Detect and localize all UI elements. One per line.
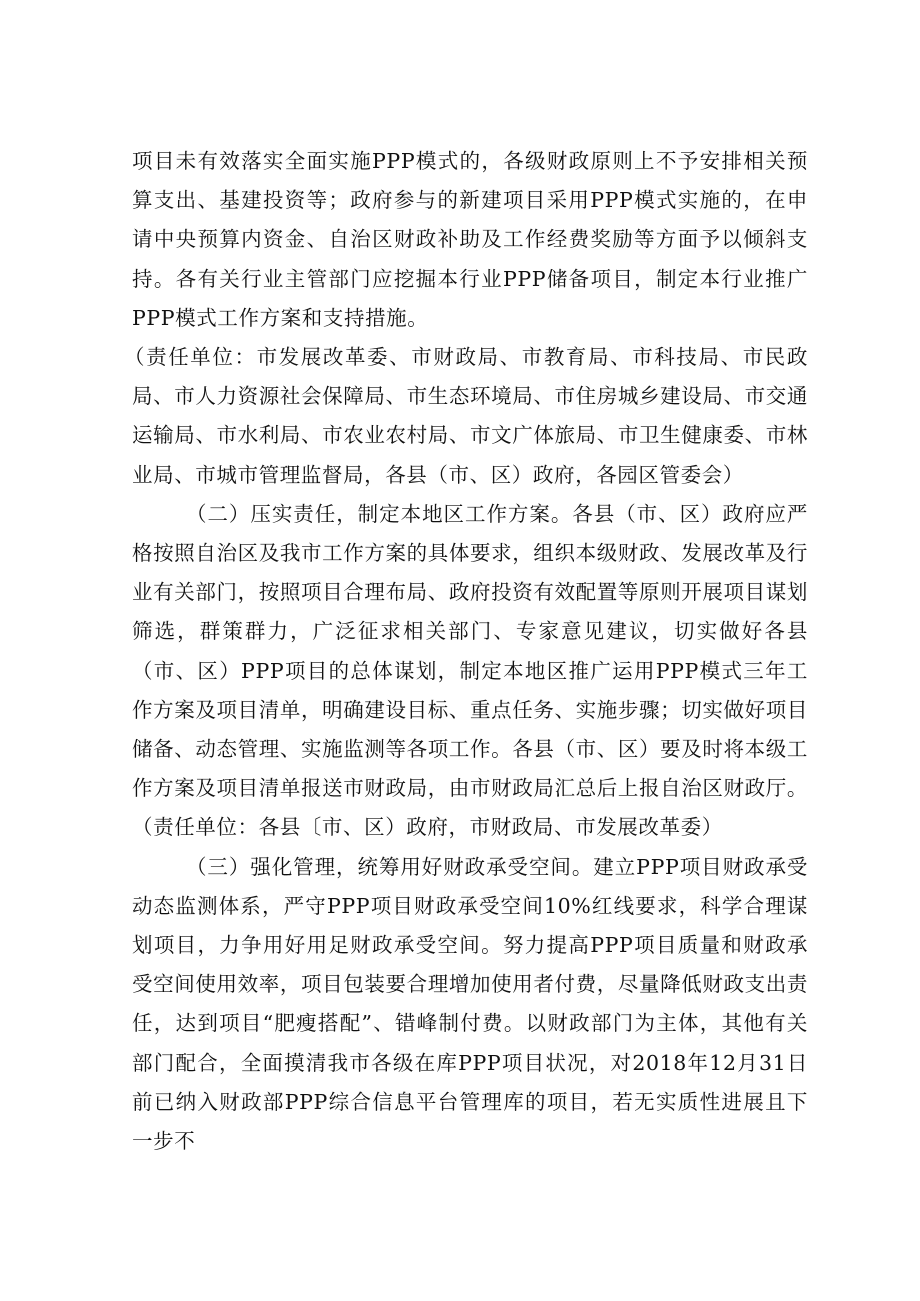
paragraph-responsible-units: （责任单位：市发展改革委、市财政局、市教育局、市科技局、市民政局、市人力资源社会保障局、市生态环境局、市住房城乡建设局、市交通运输局、市水利局、市农业农村局、市文广体旅局、市卫生健康委、市林业局、市城市管理监督局，各县（市、区）政府，各园区管委会） <box>124 345 808 487</box>
paragraph-ppp-budget-support: 项目未有效落实全面实施PPP模式的，各级财政原则上不予安排相关预算支出、基建投资等；政府参与的新建项目采用PPP模式实施的，在申请中央预算内资金、自治区财政补助及工作经费奖励等方面予以倾斜支持。各有关行业主管部门应挖掘本行业PPP储备项目，制定本行业推广PPP模式工作方案和支持措施。 <box>132 149 808 330</box>
paragraph-section-3-management: （三）强化管理，统筹用好财政承受空间。建立PPP项目财政承受动态监测体系，严守PPP项目财政承受空间10%红线要求，科学合理谋划项目，力争用好用足财政承受空间。努力提高PPP项目质量和财政承受空间使用效率，项目包装要合理增加使用者付费，尽量降低财政支出责任，达到项目“肥瘦搭配”、错峰制付费。以财政部门为主体，其他有关部门配合，全面摸清我市各级在库PPP项目状况，对2018年12月31日前已纳入财政部PPP综合信息平台管理库的项目，若无实质性进展且下一步不 <box>132 854 808 1154</box>
paragraph-section-2-responsibility: （二）压实责任，制定本地区工作方案。各县（市、区）政府应严格按照自治区及我市工作方案的具体要求，组织本级财政、发展改革及行业有关部门，按照项目合理布局、政府投资有效配置等原则开展项目谋划筛选，群策群力，广泛征求相关部门、专家意见建议，切实做好各县（市、区）PPP项目的总体谋划，制定本地区推广运用PPP模式三年工作方案及项目清单，明确建设目标、重点任务、实施步骤；切实做好项目储备、动态管理、实施监测等各项工作。各县（市、区）要及时将本级工作方案及项目清单报送市财政局，由市财政局汇总后上报自治区财政厅。（责任单位：各县〔市、区）政府，市财政局、市发展改革委） <box>132 501 808 840</box>
